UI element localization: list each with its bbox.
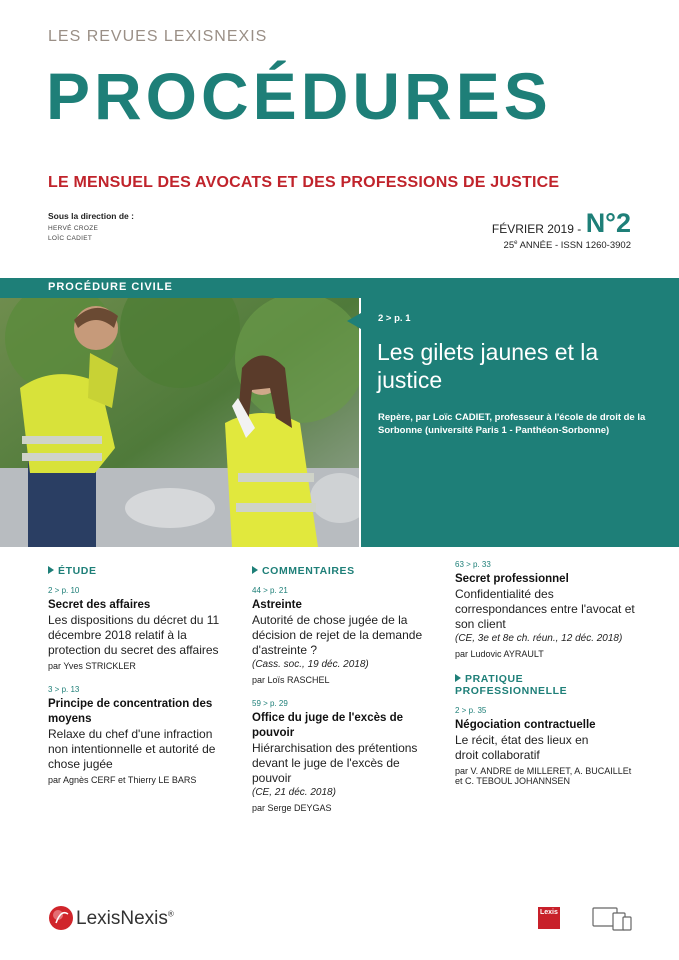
issue-date: FÉVRIER 2019 - [491, 222, 582, 236]
article-title[interactable]: Office du juge de l'excès de pouvoir [252, 712, 404, 739]
direction-label: Sous la direction de : [48, 211, 134, 221]
article-author: par Agnès CERF et Thierry LE BARS [48, 775, 197, 785]
article-citation: (Cass. soc., 19 déc. 2018) [252, 659, 369, 670]
article-author: par Ludovic AYRAULT [455, 649, 544, 659]
triangle-icon [48, 566, 54, 574]
section-heading: PRATIQUE PROFESSIONNELLE [455, 673, 568, 697]
article-desc: Autorité de chose jugée de la décision de rejet de la demande d'astreinte ? [252, 613, 423, 657]
article-desc: Relaxe du chef d'une infraction non intentionnelle et autorité de chose jugée [48, 727, 216, 771]
series-name: LES REVUES LEXISNEXIS [48, 28, 268, 45]
article-author: par Loïs RASCHEL [252, 675, 330, 685]
cover-photo-illustration [0, 298, 359, 547]
feature-subtitle: Repère, par Loïc CADIET, professeur à l'école de droit de la Sorbonne (université Paris 1 - Panthéon-Sorbonne) [378, 412, 646, 436]
article-desc: Le récit, état des lieux en droit collaboratif [455, 733, 589, 762]
section-heading: COMMENTAIRES [252, 565, 427, 577]
direction-block [48, 211, 134, 244]
triangle-icon [455, 674, 461, 682]
article-author: par Serge DEYGAS [252, 803, 332, 813]
article-ref: 3 > p. 13 [48, 685, 80, 694]
feature-title[interactable]: Les gilets jaunes et la justice [377, 339, 599, 393]
tagline: LE MENSUEL DES AVOCATS ET DES PROFESSIONS DE JUSTICE [48, 174, 560, 191]
article-ref: 2 > p. 10 [48, 586, 80, 595]
feature-section-label: PROCÉDURE CIVILE [48, 281, 173, 293]
section-heading: ÉTUDE [48, 565, 230, 577]
article-ref: 44 > p. 21 [252, 586, 288, 595]
column-commentaires [252, 565, 427, 813]
article-citation: (CE, 21 déc. 2018) [252, 787, 336, 798]
column-etude [48, 565, 230, 785]
article-title[interactable]: Principe de concentration des moyens [48, 698, 213, 725]
panel-notch [347, 313, 361, 329]
article-desc: Les dispositions du décret du 11 décembre 2018 relatif à la protection du secret des affaires [48, 613, 220, 657]
article-title[interactable]: Secret des affaires [48, 599, 151, 611]
article-ref: 63 > p. 33 [455, 560, 491, 569]
article-title[interactable]: Secret professionnel [455, 573, 569, 585]
article-citation: (CE, 3e et 8e ch. réun., 12 déc. 2018) [455, 633, 623, 644]
devices-icon [592, 905, 634, 933]
director-name: HERVÉ CROZE [48, 225, 99, 232]
article-ref: 2 > p. 35 [455, 706, 487, 715]
article-ref: 59 > p. 29 [252, 699, 288, 708]
article-author: par V. ANDRE de MILLERET, A. BUCAILLEt et C. TEBOUL JOHANNSEN [455, 766, 632, 786]
cover-photo [0, 298, 359, 547]
lexis-badge-text: Lexis [540, 909, 558, 916]
feature-ref: 2 > p. 1 [378, 313, 411, 324]
journal-title: PROCÉDURES [46, 59, 552, 133]
triangle-icon [252, 566, 258, 574]
issue-annee: 25e ANNÉE - ISSN 1260-3902 [503, 240, 631, 252]
article-desc: Hiérarchisation des prétentions devant le juge de l'excès de pouvoir [252, 741, 418, 785]
issue-block [492, 210, 631, 251]
director-name: LOÏC CADIET [48, 235, 93, 242]
brand-name: LexisNexis® [76, 908, 174, 929]
column-pratique [455, 560, 640, 786]
article-title[interactable]: Négociation contractuelle [455, 719, 596, 731]
lexisnexis-logo-icon [48, 905, 74, 935]
article-title[interactable]: Astreinte [252, 599, 302, 611]
article-desc: Confidentialité des correspondances entre l'avocat et son client [455, 587, 635, 631]
issue-number: N°2 [585, 208, 631, 238]
article-author: par Yves STRICKLER [48, 661, 136, 671]
